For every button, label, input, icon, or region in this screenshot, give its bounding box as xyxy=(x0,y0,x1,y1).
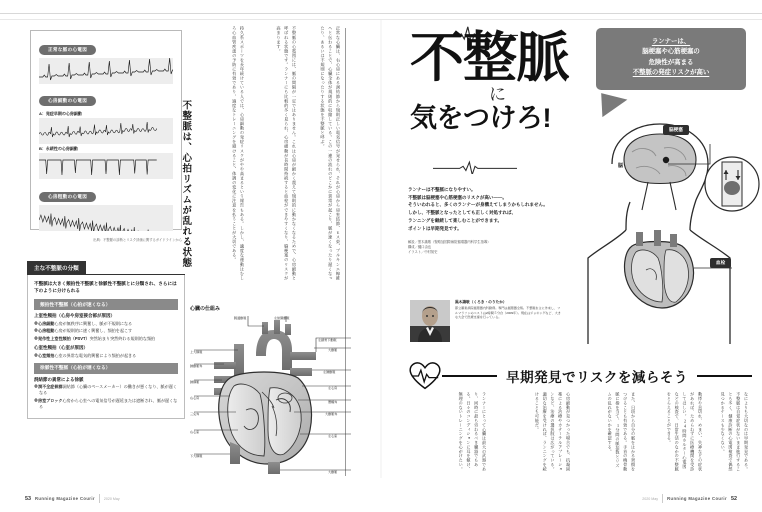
top-rule xyxy=(0,13,762,14)
heart-label-right: 大動脈 xyxy=(328,470,338,474)
page-title: 不整脈 xyxy=(410,28,569,88)
title-subline: 気をつけろ! xyxy=(410,102,551,133)
ecg-source-note: 出典：不整脈の診断とリスク評価に関するガイドラインから xyxy=(93,238,182,242)
pulse-decoration-bottom-icon xyxy=(432,160,518,174)
category-item-term: ※心室頻拍 xyxy=(34,352,55,358)
credits-block xyxy=(408,240,568,255)
category-item xyxy=(34,353,178,359)
ecg-strip-normal xyxy=(39,58,173,84)
category-item-desc: 心房が無秩序に興奮し、脈が不規則になる xyxy=(54,320,133,326)
category-item-term: ※房室ブロック xyxy=(34,398,63,404)
ecg-chart-panel xyxy=(30,30,182,230)
category-item xyxy=(34,336,178,342)
heart-anatomy-diagram xyxy=(190,305,355,477)
vertical-headline: 不整脈は、心拍リズムが乱れる状態 xyxy=(180,100,192,268)
heart-label-right: 僧帽弁 xyxy=(328,400,338,404)
classification-body xyxy=(27,275,185,419)
heart-label-left: 肺静脈 xyxy=(190,380,200,384)
vertical-body-col1: 正常な心臓は、右心房にある洞結節から規則正しい電気信号が発せられ、それが心房から房室結節、ヒス束、プルキンエ線維へと伝わることで、心臓全体が規則的に収縮している。この一連の流れのどこかに異常が起こり、脈が速くなったり遅くなったり、あるいは不規則になったりする状態を不整脈と呼ぶ。 xyxy=(320,26,341,281)
footer-divider xyxy=(99,494,100,503)
callout-thrombus: 血栓 xyxy=(710,258,731,268)
right-vertical-col4: 心房細動が見つかった場合でも、抗凝固薬による治療やカテーテルアブレーションなど、治療の選択肢は広がっている。適切な治療を受ければ、ランニングを続けることも可能だ。 xyxy=(534,392,571,472)
stroke-marker-dot xyxy=(663,157,669,163)
section-rule-right xyxy=(697,375,752,377)
footer-left xyxy=(25,494,120,503)
vertical-body-col2: 不整脈の心電図には、脈の間隔が一定ではありません。これは心房が細かく震えて規則的に動かなくなるためで、心房細動と呼ばれる状態です。ランナーにも比較的多く見られ、心房細動が長時間持続すると血栓ができやすくなり、脳梗塞のリスクが高まります。 xyxy=(276,26,297,281)
issue-date: 2020 May xyxy=(642,496,659,501)
right-vertical-col2: 動悸や息切れ、めまい、失神などの症状があれば、ためらわずに医療機関を受診してほしい。24時間ホルター心電図などの検査で、日常生活のなかの不整脈をとらえることができる。 xyxy=(666,392,703,472)
category-item xyxy=(34,398,178,410)
heart-diagram-title: 心臓の仕組み xyxy=(190,306,221,312)
category-item xyxy=(34,321,178,327)
heart-label-right: 左鎖骨下動脈 xyxy=(318,338,337,342)
lead-line: そういわれると、多くのランナーが身構えてしまうかもしれません。 xyxy=(408,202,548,208)
callout-brain-infarction: 脳梗塞 xyxy=(663,125,689,135)
heart-label-right: 左心室 xyxy=(328,434,338,438)
category-item xyxy=(34,384,178,396)
right-vertical-col5: ランナーにとって心臓は最大の武器であり、同時に最も労わるべき臓器でもある。日々のコンディションに耳を傾け、無理のないトレーニングを心がけたい。 xyxy=(458,392,487,472)
portrait-photo xyxy=(410,300,450,342)
credit-line: 解説／黒木識敬（聖路加国際病院循環器内科学生指導） xyxy=(408,240,491,244)
heart-label-left: 上大静脈 xyxy=(190,350,203,354)
right-vertical-col3: また、日頃から自分の脈をはかる習慣をつけることも有効である。手首の橈骨動脈に指を当て、1分間の脈拍数とリズムの乱れがないかを確認する。 xyxy=(607,392,636,472)
heart-label-top: 左総頸動脈 xyxy=(274,316,290,320)
bubble-line: ランナーは、 xyxy=(651,38,691,45)
avatar xyxy=(410,300,450,342)
title-particle: に xyxy=(489,84,506,104)
category-sub-supraventricular: 上室性頻拍（心房や房室接合部が原因） xyxy=(34,313,115,319)
bubble-line: 危険性が高まる xyxy=(648,58,694,66)
section-heading xyxy=(408,362,752,390)
profile-bio: 都立墨東病院循環器内科勤務。専門は循環器全般。不整脈を主に外来し、フルマラソンのベストは2時間５分台（2009年）。現在はジョギングなど、大きな大会で医療支援を行っている。 xyxy=(455,306,561,320)
category-bar-brady: 徐脈性不整脈（心拍が遅くなる） xyxy=(34,363,178,374)
profile-name: 黒木識敬（くろき・のりたか） xyxy=(455,300,507,304)
lead-line: しかし、不整脈となったとしても正しく対処すれば、 xyxy=(408,210,516,216)
credit-line: イラスト／中村知史 xyxy=(408,249,438,254)
ecg-strip-afib-early xyxy=(39,118,173,144)
page-number-right: 52 xyxy=(731,495,737,502)
ecg-label-afib: 心房細動の心電図 xyxy=(39,96,96,106)
lead-line: ランニングを継続して楽しむことができます。 xyxy=(408,217,503,223)
ecg-label-aflutter: 心房粗動の心電図 xyxy=(39,192,96,202)
category-bar-tachy: 頻拍性不整脈（心拍が速くなる） xyxy=(34,299,178,310)
section-rule-left xyxy=(442,375,497,377)
page-gutter xyxy=(380,20,382,478)
credit-line: 構成／樋口由也 xyxy=(408,244,432,249)
vertical-body-col3: 持久系スポーツを長年続けている人では、心房細動の発症リスクがやや高まるという報告もある。しかし、適度な運動はむしろ心血管疾患の予防に有効であり、過度なトレーニングを避けること、体調の変化に注意を払うことが大切である。 xyxy=(232,26,245,281)
heart-label-right: 大動脈 xyxy=(328,348,338,352)
category-sub-sinus: 洞結節の異常による徐脈 xyxy=(34,376,84,382)
heart-label-left: 三尖弁 xyxy=(190,412,200,416)
classification-heading-wrap xyxy=(27,257,185,275)
category-item-desc: 突然始まり突然終わる規則的な頻拍 xyxy=(89,336,156,341)
classification-heading: 主な不整脈の分類 xyxy=(27,261,86,275)
ecg-chart-normal xyxy=(39,38,173,84)
category-item-term: ※発作性上室性頻拍（PSVT） xyxy=(34,336,90,341)
lead-copy xyxy=(408,186,568,232)
category-item-desc: 洞結節（心臓のペースメーカー）の働きが悪くなり、脈が遅くなる xyxy=(39,384,177,396)
footer-divider xyxy=(662,494,663,503)
magazine-name: Running Magazine Courir xyxy=(35,496,95,501)
ecg-sublabel-afib-persistent: B：永続性の心房細動 xyxy=(39,146,78,151)
magazine-name: Running Magazine Courir xyxy=(667,496,727,501)
heart-label-top: 腕頭動脈 xyxy=(234,316,247,320)
category-item-desc: 心房から心室への電気信号が遅延または遮断され、脈が遅くなる xyxy=(39,398,178,410)
heart-label-left: 肺動脈弁 xyxy=(190,364,203,368)
category-item-term: ※心房粗動 xyxy=(34,328,55,334)
arrhythmia-classification-box xyxy=(27,257,185,419)
heart-pulse-icon xyxy=(408,362,442,390)
heart-anatomy-svg xyxy=(190,314,355,474)
ecg-label-normal: 正常な脈の心電図 xyxy=(39,45,96,55)
category-item-term: ※洞不全症候群 xyxy=(34,384,63,390)
heart-label-left: 下大静脈 xyxy=(190,454,203,458)
category-item-term: ※心房細動 xyxy=(34,320,55,326)
category-item xyxy=(34,328,178,334)
heart-label-left: 右心房 xyxy=(190,396,200,400)
category-item-desc: 心室の異常な電気的興奮により頻拍が起きる xyxy=(54,352,137,358)
ecg-chart-afib xyxy=(39,89,173,179)
author-profile xyxy=(410,300,562,342)
callout-bubble xyxy=(596,28,746,90)
profile-text xyxy=(455,300,562,342)
ecg-chart-aflutter xyxy=(39,185,173,231)
heart-label-right: 左心房 xyxy=(328,386,338,390)
ecg-strip-afib-persistent xyxy=(39,153,173,179)
category-sub-ventricular: 心室性頻拍（心室が原因） xyxy=(34,345,88,351)
ecg-strip-aflutter xyxy=(39,205,173,231)
heart-label-left: 右心室 xyxy=(190,430,200,434)
classification-lead: 不整脈は大きく頻拍性不整脈と徐脈性不整脈とに分類され、さらには下のように分けられる xyxy=(34,281,177,294)
ecg-sublabel-afib-early: A：発症早期の心房細動 xyxy=(39,111,82,116)
lead-line: ランナーは不整脈になりやすい。 xyxy=(408,187,476,192)
article-title-block xyxy=(410,28,585,133)
body-anatomy-illustration xyxy=(560,118,760,350)
category-item-desc: 心房が規則的に速く興奮し、頻拍を起こす xyxy=(54,328,133,334)
right-vertical-col1: なによりも大切なのは早期発見である。不整脈は自覚症状がないまま進行することも多く、健康診断の心電図検査で偶然見つかるケースも少なくない。 xyxy=(720,392,749,472)
lead-line: ポイントは早期発見です。 xyxy=(408,225,462,231)
bubble-line: 不整脈の発症リスクが高い xyxy=(632,69,710,77)
page-number-left: 53 xyxy=(25,495,31,502)
issue-date: 2020 May xyxy=(103,496,120,501)
lead-line: 不整脈は脳梗塞や心筋梗塞のリスクが高い――。 xyxy=(408,194,507,200)
footer-right xyxy=(642,494,737,503)
callout-brain-label: 脳 xyxy=(618,163,624,169)
bubble-line: 脳梗塞や心筋梗塞の xyxy=(642,48,700,56)
heart-label-right: 大動脈弁 xyxy=(325,412,338,416)
section-title: 早期発見でリスクを減らそう xyxy=(506,370,688,385)
heart-label-right: 左肺動脈 xyxy=(323,370,336,374)
